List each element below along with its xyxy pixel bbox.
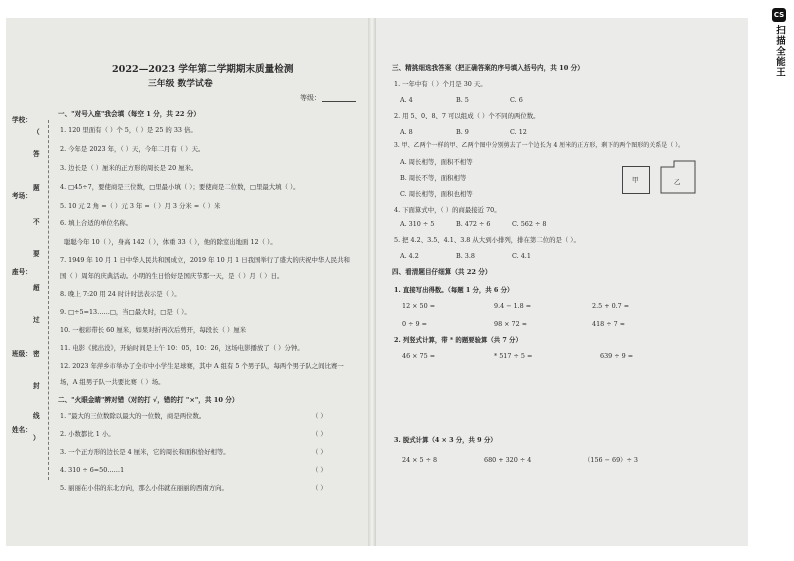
choice-1-option-a[interactable]: A. 4 [400, 96, 413, 104]
choice-5: 5. 把 4.2、3.5、4.1、3.8 从大到小排列，排在第二位的是（ ）。 [394, 236, 580, 244]
question-7-line1: 7. 1949 年 10 月 1 日中华人民共和国成立，2019 年 10 月 1 日我国举行了盛大的庆祝中华人民共和 [60, 256, 350, 264]
question-4: 4. □45÷7，要使商是三位数，□里最小填（ ）；要使商是二位数，□里最大填（ ）。 [60, 183, 300, 191]
judge-2: 2. 小数都比 1 小。 [60, 430, 115, 438]
step-calc: 24 × 5 ÷ 8 [402, 456, 438, 464]
oral-calc: 12 × 50 = [402, 302, 436, 310]
exam-title: 2022—2023 学年第二学期期末质量检测 [112, 64, 294, 75]
seal-char: 要 [33, 250, 40, 258]
choice-1-option-c[interactable]: C. 6 [510, 96, 523, 104]
section1-heading: 一、"对号入座"我会填（每空 1 分，共 22 分） [58, 110, 200, 118]
choice-4-option-c[interactable]: C. 562 ÷ 8 [512, 220, 547, 228]
grade-label: 等级： [300, 94, 321, 102]
oral-calc: 9.4 − 1.8 = [494, 302, 532, 310]
school-label: 学校： [12, 116, 32, 124]
choice-4: 4. 下面算式中，（ ）的商最接近 70。 [394, 206, 501, 214]
question-6-text: 聪聪今年 10（ ），身高 142（ ），体重 33（ ），他的除室出地面 12（ ）。 [64, 238, 277, 246]
calc-part-2: 2. 列竖式计算，带 * 的题要验算（共 7 分） [394, 336, 522, 344]
judge-answer-paren[interactable]: （ ） [312, 430, 327, 438]
section2-heading: 二、"火眼金睛"辨对错（对的打 √，错的打 "×"，共 10 分） [58, 396, 239, 404]
vertical-calc: 639 ÷ 9 = [600, 352, 634, 360]
choice-3-option-a[interactable]: A. 周长相等，面积不相等 [400, 158, 473, 166]
seal-char: 过 [33, 316, 40, 324]
seal-char: ） [33, 434, 40, 442]
question-1: 1. 120 里面有（ ）个 5，（ ）是 25 的 33 倍。 [60, 126, 197, 134]
seal-char: 不 [33, 218, 40, 226]
seal-char: 线 [33, 412, 40, 420]
section4-heading: 四、看清题目仔细算（共 22 分） [392, 268, 492, 276]
judge-answer-paren[interactable]: （ ） [312, 484, 327, 492]
choice-1-option-b[interactable]: B. 5 [456, 96, 469, 104]
section3-heading: 三、精挑细选我答案（把正确答案的序号填入括号内，共 10 分） [392, 64, 584, 72]
oral-calc: 2.5 + 0.7 = [592, 302, 630, 310]
choice-4-option-a[interactable]: A. 310 ÷ 5 [400, 220, 435, 228]
exam-subtitle: 三年级 数学试卷 [148, 79, 213, 89]
exam-room-label: 考场： [12, 192, 32, 200]
judge-5: 5. 丽丽在小伟的东北方向，那么小伟就在丽丽的西南方向。 [60, 484, 228, 492]
question-2: 2. 今年是 2023 年，（ ）天，今年二月有（ ）天。 [60, 145, 205, 153]
choice-5-option-a[interactable]: A. 4.2 [400, 252, 419, 260]
choice-3: 3. 甲、乙两个一样的甲、乙两个图中分别剪去了一个边长为 4 厘米的正方形，剩下的两个图形的关系是（ ）。 [394, 142, 685, 149]
choice-5-option-c[interactable]: C. 4.1 [512, 252, 531, 260]
seat-number-label: 座号： [12, 268, 32, 276]
question-11: 11. 电影《熊出没》，开始时间是上午 10：05，10：26，这场电影播放了（ ）分钟。 [60, 344, 304, 352]
question-12-line1: 12. 2023 年萍乡市举办了全市中小学生足球赛，其中 A 组有 5 个男子队，每两个男子队之间比赛一 [60, 362, 344, 370]
calc-part-3: 3. 脱式计算（4 × 3 分，共 9 分） [394, 436, 497, 444]
seal-char: 封 [33, 382, 40, 390]
choice-1: 1. 一年中有（ ）个月是 30 天。 [394, 80, 487, 88]
scanner-badge [770, 8, 788, 78]
step-calc: （156 − 69）÷ 3 [584, 456, 638, 464]
oral-calc: 418 ÷ 7 ≈ [592, 320, 626, 328]
choice-5-option-b[interactable]: B. 3.8 [456, 252, 475, 260]
judge-answer-paren[interactable]: （ ） [312, 448, 327, 456]
choice-2-option-b[interactable]: B. 9 [456, 128, 469, 136]
judge-answer-paren[interactable]: （ ） [312, 412, 327, 420]
oral-calc: 98 × 72 ≈ [494, 320, 528, 328]
judge-answer-paren[interactable]: （ ） [312, 466, 327, 474]
judge-3: 3. 一个正方形的边长是 4 厘米，它的周长和面积恰好相等。 [60, 448, 230, 456]
name-label: 姓名： [12, 426, 32, 434]
seal-char: 密 [33, 350, 40, 358]
choice-2: 2. 用 5、0、8、7 可以组成（ ）个不同的两位数。 [394, 112, 540, 120]
step-calc: 680 + 320 ÷ 4 [484, 456, 532, 464]
choice-4-option-b[interactable]: B. 472 ÷ 6 [456, 220, 491, 228]
scanner-brand-text: 扫描全能王 [774, 25, 785, 78]
grade-field[interactable] [322, 101, 356, 102]
vertical-calc: * 517 ÷ 5 = [494, 352, 533, 360]
judge-1: 1. "最大的三位数除以最大的一位数，商是两位数。 [60, 412, 206, 420]
figure-yi-label: 乙 [674, 178, 681, 186]
seal-char: 题 [33, 184, 40, 192]
figure-jia [622, 166, 650, 194]
seal-char: 答 [33, 150, 40, 158]
question-6: 6. 填上合适的单位名称。 [60, 219, 133, 227]
seal-line [48, 120, 49, 480]
question-3: 3. 边长是（ ）厘米的正方形的周长是 20 厘米。 [60, 164, 198, 172]
question-8: 8. 晚上 7:20 用 24 时计时法表示是（ ）。 [60, 290, 181, 298]
calc-part-1: 1. 直接写出得数。（每题 1 分，共 6 分） [394, 286, 514, 294]
right-page [374, 18, 748, 546]
choice-3-option-c[interactable]: C. 周长相等，面积也相等 [400, 190, 473, 198]
choice-3-option-b[interactable]: B. 周长不等，面积相等 [400, 174, 467, 182]
seal-char: 超 [33, 284, 40, 292]
camscanner-logo-icon: CS [772, 8, 786, 22]
judge-4: 4. 310 ÷ 6=50……1 [60, 466, 125, 474]
figure-yi [660, 160, 696, 194]
oral-calc: 0 ÷ 9 = [402, 320, 427, 328]
seal-char: （ [33, 128, 40, 136]
page-fold [368, 18, 376, 546]
question-5: 5. 10 元 2 角 =（ ）元 3 年 =（ ）月 3 分米 =（ ）米 [60, 202, 221, 210]
question-12-line2: 场，A 组男子队一共要比赛（ ）场。 [60, 378, 165, 386]
vertical-calc: 46 × 75 = [402, 352, 436, 360]
choice-2-option-a[interactable]: A. 8 [400, 128, 413, 136]
class-label: 班级： [12, 350, 32, 358]
question-7-line2: 国（ ）周年的庆典活动。小明的生日恰好是国庆节那一天，是（ ）月（ ）日。 [60, 272, 284, 280]
choice-2-option-c[interactable]: C. 12 [510, 128, 527, 136]
question-9: 9. □÷5=13……□，当□最大时，□是（ ）。 [60, 308, 191, 316]
question-10: 10. 一根彩带长 60 厘米，如果对折再次后剪开，每段长（ ）厘米 [60, 326, 247, 334]
figure-jia-label: 甲 [632, 176, 639, 184]
